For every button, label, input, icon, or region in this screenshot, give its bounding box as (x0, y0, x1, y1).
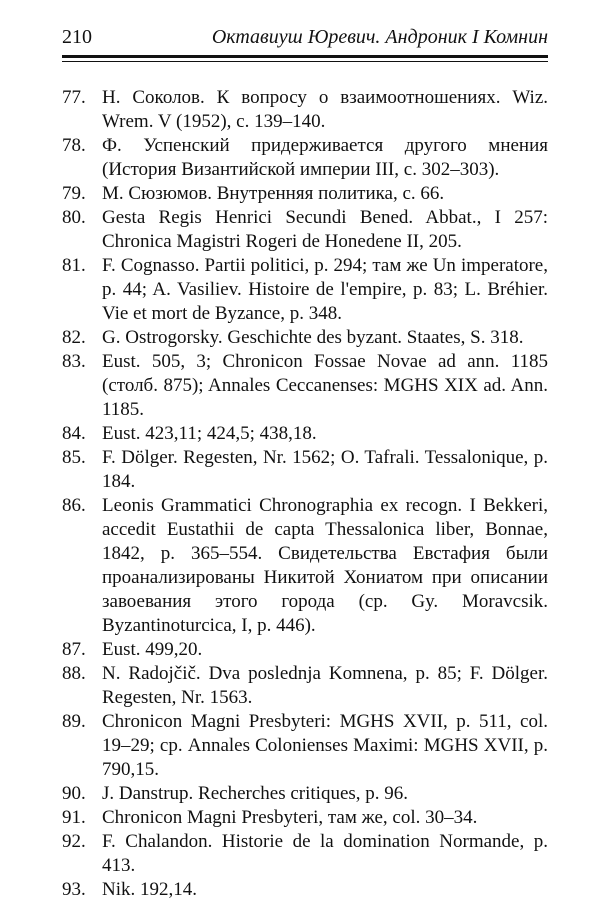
note-number: 81. (62, 255, 86, 276)
note-78 (62, 134, 548, 182)
note-text: Gesta Regis Henrici Secundi Bened. Abbat., I 257: Chronica Magistri Rogeri de Honedene II, 205. (102, 207, 548, 252)
note-number: 90. (62, 783, 86, 804)
note-text: F. Chalandon. Historie de la domination Normande, p. 413. (102, 831, 548, 876)
note-text: Leonis Grammatici Chronographia ex recogn. I Bekkeri, accedit Eustathii de capta Thessalonica liber, Bonnae, 1842, p. 365–554. Свидетельства Евстафия были проанализированы Никитой Хониатом при описании завоевания этого города (ср. Gy. Moravcsik. Byzantinoturcica, I, p. 446). (102, 495, 548, 636)
note-number: 78. (62, 135, 86, 156)
note-82 (62, 326, 548, 350)
note-text: Chronicon Magni Presbyteri, там же, col. 30–34. (102, 807, 478, 828)
note-text: N. Radojčič. Dva poslednja Komnena, p. 85; F. Dölger. Regesten, Nr. 1563. (102, 663, 548, 708)
note-text: Н. Соколов. К вопросу о взаимоотношениях. Wiz. Wrem. V (1952), с. 139–140. (102, 87, 548, 132)
header-rule-thick (62, 55, 548, 58)
endnotes-list (62, 86, 548, 902)
note-79 (62, 182, 548, 206)
note-number: 92. (62, 831, 86, 852)
note-number: 91. (62, 807, 86, 828)
note-text: J. Danstrup. Recherches critiques, p. 96. (102, 783, 409, 804)
note-number: 87. (62, 639, 86, 660)
note-81 (62, 254, 548, 326)
note-89 (62, 710, 548, 782)
note-84 (62, 422, 548, 446)
note-text: Eust. 499,20. (102, 639, 203, 660)
page-number: 210 (62, 26, 92, 48)
header-rule-thin (62, 61, 548, 62)
note-85 (62, 446, 548, 494)
note-91 (62, 806, 548, 830)
note-text: Eust. 505, 3; Chronicon Fossae Novae ad ann. 1185 (столб. 875); Annales Ceccanenses: MGHS XIX ad. Ann. 1185. (102, 351, 548, 420)
note-text: Eust. 423,11; 424,5; 438,18. (102, 423, 317, 444)
note-83 (62, 350, 548, 422)
note-number: 88. (62, 663, 86, 684)
note-number: 85. (62, 447, 86, 468)
note-number: 93. (62, 879, 86, 900)
note-86 (62, 494, 548, 638)
note-92 (62, 830, 548, 878)
note-text: F. Dölger. Regesten, Nr. 1562; O. Tafrali. Tessalonique, p. 184. (102, 447, 548, 492)
note-text: Nik. 192,14. (102, 879, 197, 900)
note-number: 79. (62, 183, 86, 204)
note-number: 89. (62, 711, 86, 732)
note-90 (62, 782, 548, 806)
note-77 (62, 86, 548, 134)
note-number: 83. (62, 351, 86, 372)
note-93 (62, 878, 548, 902)
note-88 (62, 662, 548, 710)
note-87 (62, 638, 548, 662)
note-text: Chronicon Magni Presbyteri: MGHS XVII, p. 511, col. 19–29; ср. Annales Colonienses Maximi: MGHS XVII, p. 790,15. (102, 711, 548, 780)
note-number: 84. (62, 423, 86, 444)
note-80 (62, 206, 548, 254)
note-number: 82. (62, 327, 86, 348)
note-text: G. Ostrogorsky. Geschichte des byzant. Staates, S. 318. (102, 327, 524, 348)
note-text: F. Cognasso. Partii politici, p. 294; там же Un imperatore, p. 44; A. Vasiliev. Histoire de l'empire, p. 83; L. Bréhier. Vie et mort de Byzance, p. 348. (102, 255, 548, 324)
note-text: М. Сюзюмов. Внутренняя политика, с. 66. (102, 183, 445, 204)
running-head: Октавиуш Юревич. Андроник I Комнин (211, 26, 548, 48)
note-number: 80. (62, 207, 86, 228)
note-text: Ф. Успенский придерживается другого мнения (История Византийской империи III, с. 302–303). (102, 135, 548, 180)
page-header (62, 24, 548, 54)
note-number: 77. (62, 87, 86, 108)
note-number: 86. (62, 495, 86, 516)
